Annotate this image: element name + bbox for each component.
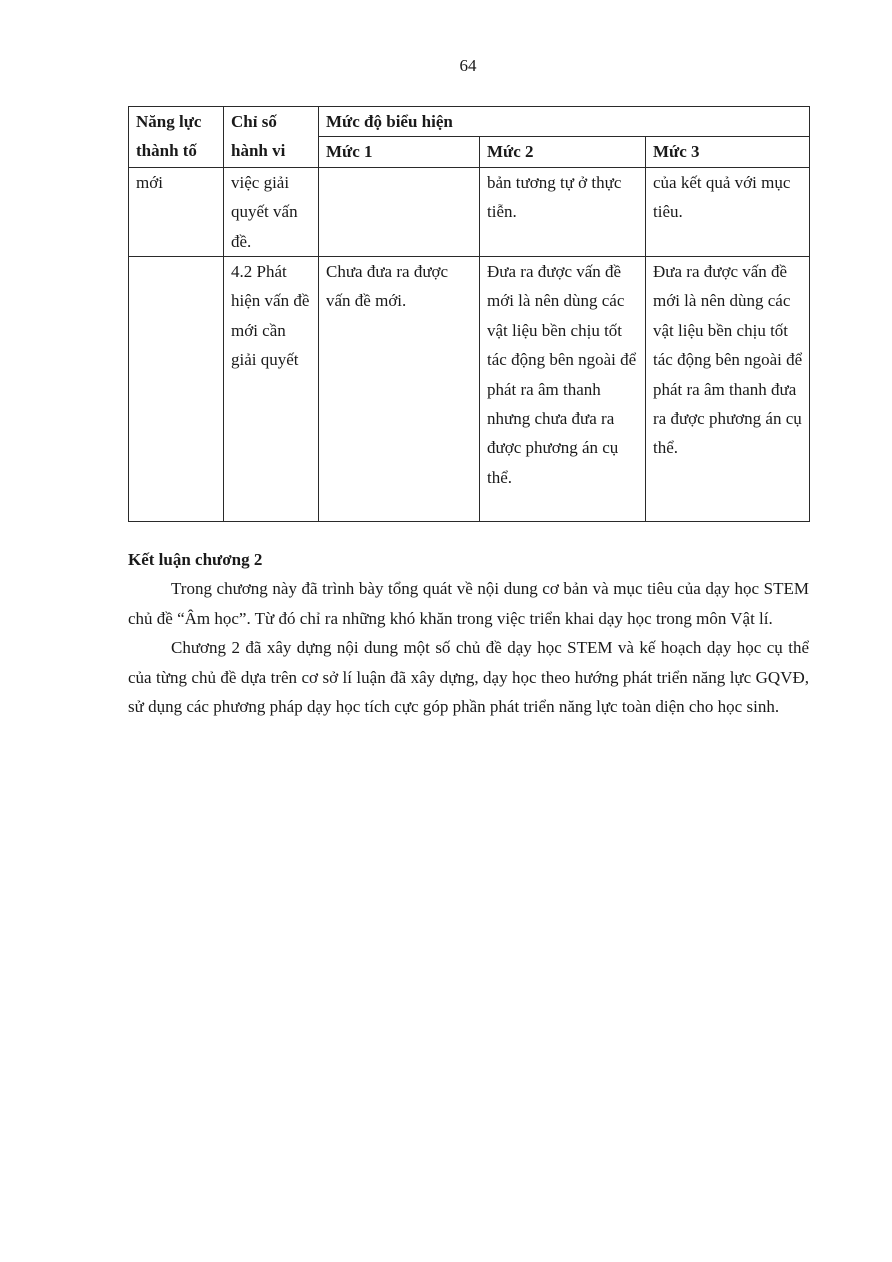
- table-row: [129, 167, 810, 256]
- assessment-table: [128, 106, 810, 522]
- chapter-conclusion: [128, 545, 809, 721]
- section-heading: Kết luận chương 2: [128, 550, 263, 569]
- cell-indicator: việc giải quyết vấn đề.: [224, 167, 319, 256]
- cell-level-2: bản tương tự ở thực tiễn.: [480, 167, 646, 256]
- cell-level-2: Đưa ra được vấn đề mới là nên dùng các vật liệu bền chịu tốt tác động bên ngoài để phát ra âm thanh nhưng chưa đưa ra được phương án cụ thể.: [480, 257, 646, 522]
- cell-competency: mới: [129, 167, 224, 256]
- cell-level-3: của kết quả với mục tiêu.: [646, 167, 810, 256]
- header-level-group: Mức độ biểu hiện: [319, 107, 810, 137]
- header-indicator: Chỉ số hành vi: [224, 107, 319, 168]
- page-number: 64: [459, 56, 477, 75]
- paragraph: Chương 2 đã xây dựng nội dung một số chủ đề dạy học STEM và kế hoạch dạy học cụ thể của từng chủ đề dựa trên cơ sở lí luận đã xây dựng, dạy học theo hướng phát triển năng lực GQVĐ, sử dụng các phương pháp dạy học tích cực góp phần phát triển năng lực toàn diện cho học sinh.: [128, 638, 809, 717]
- cell-level-1: Chưa đưa ra được vấn đề mới.: [319, 257, 480, 522]
- cell-level-1: [319, 167, 480, 256]
- header-level-1: Mức 1: [319, 137, 480, 167]
- header-competency: Năng lực thành tố: [129, 107, 224, 168]
- cell-competency: [129, 257, 224, 522]
- header-level-2: Mức 2: [480, 137, 646, 167]
- header-level-3: Mức 3: [646, 137, 810, 167]
- cell-level-3: Đưa ra được vấn đề mới là nên dùng các vật liệu bền chịu tốt tác động bên ngoài để phát ra âm thanh đưa ra được phương án cụ thể.: [646, 257, 810, 522]
- table-header-row: [129, 107, 810, 137]
- table-row: [129, 257, 810, 522]
- cell-indicator: 4.2 Phát hiện vấn đề mới cần giải quyết: [224, 257, 319, 522]
- paragraph: Trong chương này đã trình bày tổng quát về nội dung cơ bản và mục tiêu của dạy học STEM chủ đề “Âm học”. Từ đó chỉ ra những khó khăn trong việc triển khai dạy học trong môn Vật lí.: [128, 579, 809, 628]
